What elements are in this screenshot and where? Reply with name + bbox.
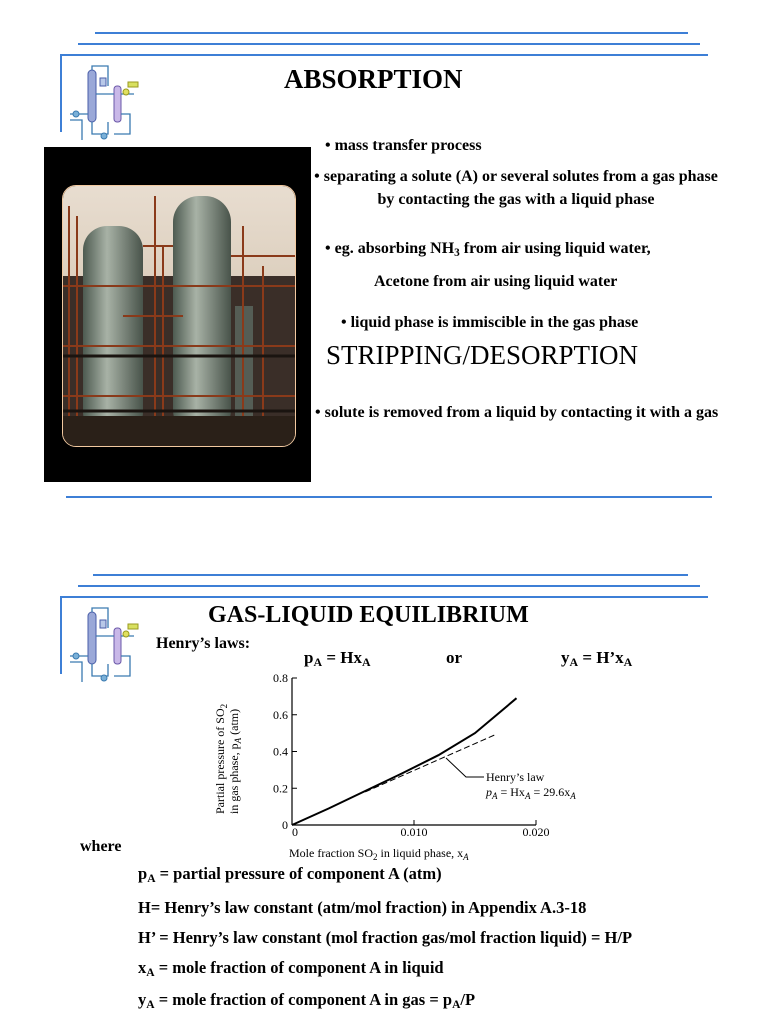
chart-series-equilibrium-curve [292,698,517,825]
equation-pa: $p_A = Hx_A$ [304,648,371,669]
left-rule-2 [60,596,62,674]
chart-annotation-line2: $p_A = Hx_A = 29.6x_A$ [486,785,576,801]
def-pa: $p_A$ = partial pressure of component A (atm) [138,864,442,885]
top-rule-4 [93,574,688,576]
where-label: where [80,838,122,855]
def-xa: $x_A$ = mole fraction of component A in liquid [138,958,444,979]
slide1-title: ABSORPTION [284,64,463,94]
slide1-bottom-rule [66,496,712,498]
chart-series-henrys-law-line [365,735,494,792]
or-label: or [446,648,463,667]
chart-ylabel-line1: Partial pressure of $SO_2$ [213,703,229,814]
bullet-immiscible: • liquid phase is immiscible in the gas phase [341,314,639,331]
bullet-separating: • separating a solute (A) or several solutes from a gas phase by contacting the gas with a liquid phase [314,168,718,208]
chart-y-tick-label: 0 [282,818,288,832]
distillation-column-logo-2 [64,606,144,690]
top-rule-3 [62,54,708,56]
chart-x-tick-label: 0.010 [400,825,428,839]
top-rule-1 [95,32,688,34]
chart-annotation-leader [446,758,484,777]
photo-frame [44,147,311,482]
equation-ya: $y_A$ = $H’x_A$ [561,648,633,669]
def-ya: $y_A$ = mole fraction of component A in gas = $p_A/P$ [138,990,476,1011]
chart-ylabel-line2: in gas phase, $p_A$ (atm) [227,708,243,814]
chart-axes [292,678,536,825]
top-rule-2 [78,43,700,45]
chart-y-tick-label: 0.2 [273,781,288,796]
bullet-mass-transfer: • mass transfer process [325,137,482,154]
absorption-towers-photo [62,185,296,447]
chart-x-tick-label: 0.020 [522,825,550,839]
slide2-title: GAS-LIQUID EQUILIBRIUM [208,602,529,628]
bullet-stripping: • solute is removed from a liquid by contacting it with a gas [315,404,719,421]
chart-x-tick-label: 0 [292,825,298,839]
top-rule-6 [62,596,708,598]
def-h-prime: H’ = Henry’s law constant (mol fraction gas/mol fraction liquid) = H/P [138,928,633,947]
stripping-heading: STRIPPING/DESORPTION [326,340,639,370]
left-rule [60,54,62,132]
distillation-column-logo [64,64,144,148]
top-rule-5 [78,585,700,587]
henrys-law-chart [200,666,620,862]
henrys-laws-label: Henry’s laws: [156,635,251,652]
bullet-example: • eg. absorbing $NH_3$ from air using liquid water, [325,240,651,259]
chart-annotation-line1: Henry’s law [486,770,545,784]
chart-y-tick-label: 0.4 [273,744,288,759]
chart-y-tick-label: 0.6 [273,707,288,722]
chart-xlabel: Mole fraction $SO_2$ in liquid phase, $x_A$ [289,846,469,862]
bullet-example-cont: Acetone from air using liquid water [374,273,618,290]
chart-y-tick-label: 0.8 [273,671,288,685]
def-h: H= Henry’s law constant (atm/mol fraction) in Appendix A.3-18 [138,898,587,917]
